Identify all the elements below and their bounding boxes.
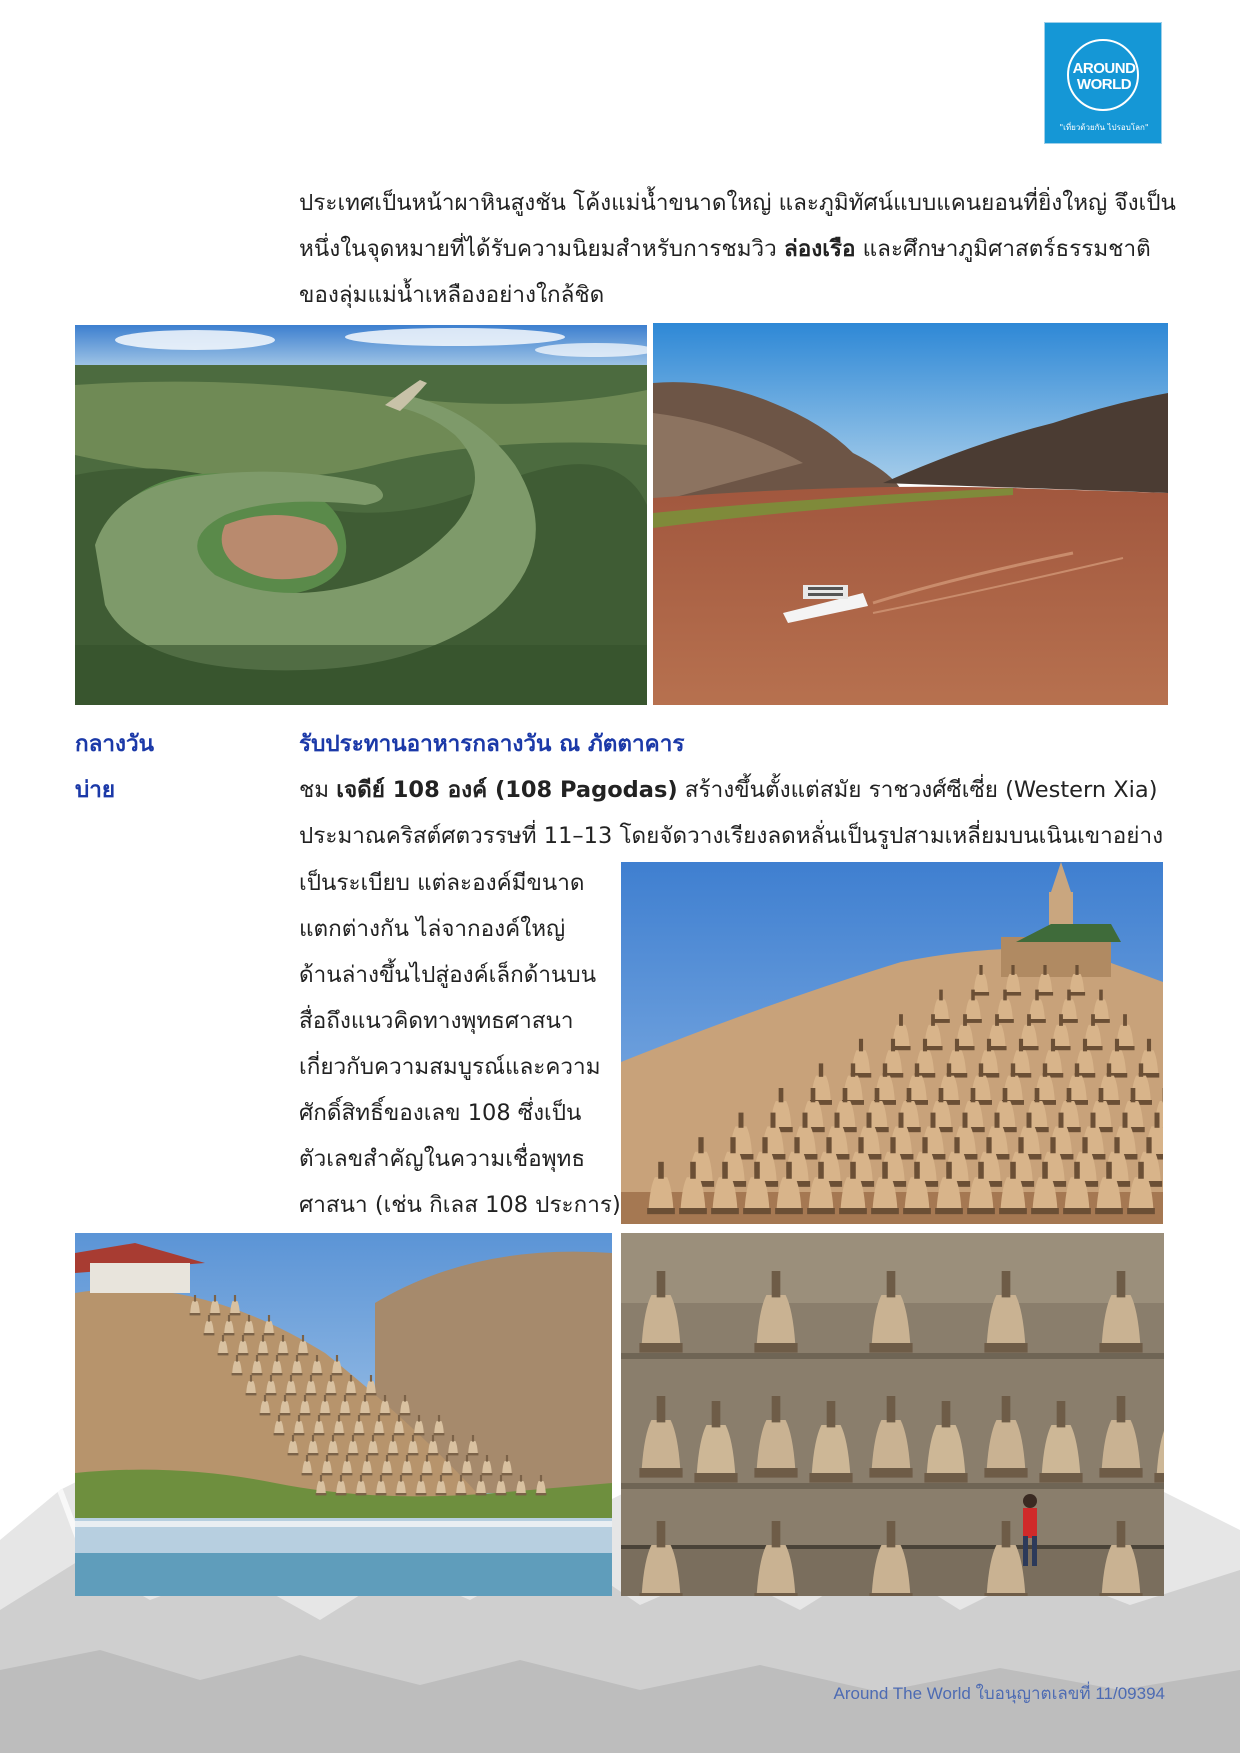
- footer-license: Around The World ใบอนุญาตเลขที่ 11/09394: [833, 1684, 1165, 1703]
- midday-text: รับประทานอาหารกลางวัน ณ ภัตตาคาร: [299, 731, 685, 757]
- intro-line-2-bold: ล่องเรือ: [783, 236, 856, 262]
- afternoon-narrow-line: แตกต่างกัน ไล่จากองค์ใหญ่: [299, 916, 566, 942]
- afternoon-line-1: [299, 767, 1167, 813]
- afternoon-paragraph: [299, 767, 1167, 859]
- logo-text-world: WORLD: [1076, 76, 1132, 93]
- logo-tagline: "เที่ยวด้วยกัน ไปรอบโลก": [1059, 123, 1149, 132]
- afternoon-line-1-b: สร้างขึ้นตั้งแต่สมัย ราชวงศ์ซีเซี่ย (Western Xia): [677, 777, 1158, 803]
- intro-line-2: [299, 226, 1167, 272]
- intro-paragraph: [299, 180, 1176, 318]
- afternoon-narrow-line: ด้านล่างขึ้นไปสู่องค์เล็กด้านบน: [299, 962, 597, 988]
- photo-river-boat: [653, 323, 1168, 705]
- intro-line-2-a: หนึ่งในจุดหมายที่ได้รับความนิยมสำหรับการชมวิว: [299, 236, 784, 262]
- intro-line-2-b: และศึกษาภูมิศาสตร์ธรรมชาติ: [855, 236, 1151, 262]
- afternoon-narrow-line: เกี่ยวกับความสมบูรณ์และความ: [299, 1054, 601, 1080]
- photo-pagodas-closeup: [621, 1233, 1164, 1596]
- afternoon-narrow-line: ศักดิ์สิทธิ์ของเลข 108 ซึ่งเป็น: [299, 1100, 582, 1126]
- label-afternoon: บ่าย: [75, 777, 116, 803]
- afternoon-line-1-bold: เจดีย์ 108 องค์ (108 Pagodas): [336, 777, 678, 803]
- afternoon-narrow-line: สื่อถึงแนวคิดทางพุทธศาสนา: [299, 1008, 574, 1034]
- afternoon-line-1-a: ชม: [299, 777, 337, 803]
- intro-line-3: ของลุ่มแม่น้ำเหลืองอย่างใกล้ชิด: [299, 282, 605, 308]
- afternoon-narrow-line: ศาสนา (เช่น กิเลส 108 ประการ): [299, 1192, 621, 1218]
- label-midday: กลางวัน: [75, 731, 155, 757]
- photo-pagodas-lake: [75, 1233, 612, 1596]
- afternoon-line-2: ประมาณคริสต์ศตวรรษที่ 11–13 โดยจัดวางเรียงลดหลั่นเป็นรูปสามเหลี่ยมบนเนินเขาอย่าง: [299, 823, 1164, 849]
- logo-text-around: AROUND: [1072, 60, 1136, 77]
- afternoon-narrow-line: ตัวเลขสำคัญในความเชื่อพุทธ: [299, 1146, 586, 1172]
- photo-pagodas-hill: [621, 862, 1163, 1224]
- afternoon-narrow-line: เป็นระเบียบ แต่ละองค์มีขนาด: [299, 870, 585, 896]
- intro-line-1: ประเทศเป็นหน้าผาหินสูงชัน โค้งแม่น้ำขนาดใหญ่ และภูมิทัศน์แบบแคนยอนที่ยิ่งใหญ่ จึงเป็น: [299, 190, 1176, 216]
- afternoon-narrow-text: [299, 860, 621, 1228]
- photo-river-bend: [75, 325, 647, 705]
- company-logo: [1044, 22, 1162, 144]
